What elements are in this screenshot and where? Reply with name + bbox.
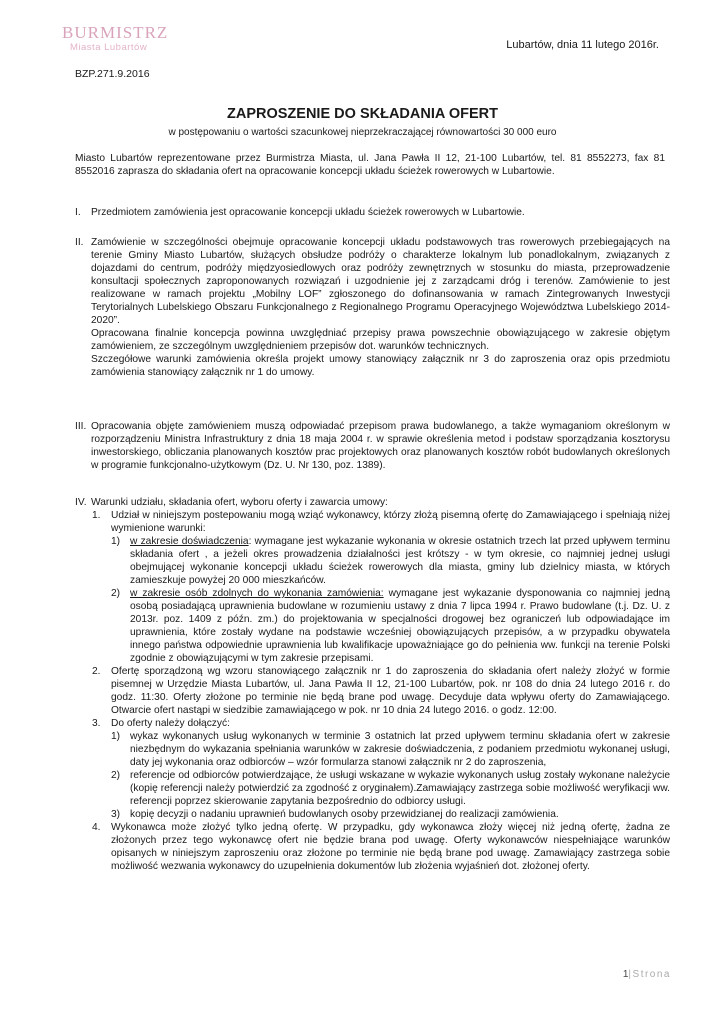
sub-item [111,730,670,769]
underlined-label: w zakresie osób zdolnych do wykonania zamówienia: [130,588,384,599]
underlined-label: w zakresie doświadczenia [130,536,249,547]
list-item-text: Wykonawca może złożyć tylko jedną ofertę. W przypadku, gdy wykonawca złoży więcej niż jedną ofertę, żadna ze złożonych przez tego wykonawcę ofert nie będzie brana pod uwagę. Oferty wykonawców niespełniające warunków opisanych w niniejszym zaproszeniu oraz złożone po terminie nie będą brane pod uwagę. Zamawiający zastrzega sobie możliwość wezwania wykonawcy do uzupełnienia dokumentów lub złożenia wyjaśnień dot. złożonej oferty. [111,822,670,872]
footer-label: Strona [632,969,671,980]
footer-separator: | [628,969,633,980]
sub-item-text: : wymagane jest wykazanie wykonania w okresie ostatnich trzech lat przed upływem terminu składania ofert , a jeżeli okres prowadzenia działalności jest krótszy - w tym okresie, co najmniej jednej usługi obejmującej wykonanie koncepcji układu ścieżek rowerowych dla miasta, gminy lub dzielnicy miasta, w których zamieszkuje powyżej 20 000 mieszkańców. [130,536,670,586]
section-numeral: II. [75,237,84,248]
sub-number: 2) [111,770,121,781]
section-paragraph: Zamówienie w szczególności obejmuje opracowanie koncepcji układu podstawowych tras rowerowych przebiegających na terenie Gminy Miasto Lubartów, służących obsłudze podróży o charakterze lokalnym lub ponadlokalnym, związanych z dojazdami do centrum, podróży międzyosiedlowych oraz podróży zewnętrznych w stosunku do miasta, przeprowadzenie konsultacji społecznych zaproponowanych rozwiązań i uzgodnienie jej z zarządcami dróg i terenów. Zamówienie to jest realizowane w ramach projektu „Mobilny LOF” zgłoszonego do dofinansowania w ramach Zintegrowanych Inwestycji Terytorialnych Lubelskiego Obszaru Funkcjonalnego z Regionalnego Programu Operacyjnego Województwa Lubelskiego 2014-2020”. [91,237,670,326]
sub-item-text: wykaz wykonanych usług wykonanych w terminie 3 ostatnich lat przed upływem terminu składania ofert w zakresie niezbędnym do wykazania spełniania warunków w zakresie doświadczenia, z podaniem przedmiotu wykonanej usługi, daty jej wykonania oraz odbiorców – wzór formularza stanowi załącznik nr 2 do zaproszenia, [130,731,670,768]
sub-item-text: referencje od odbiorców potwierdzające, że usługi wskazane w wykazie wykonanych usług zostały wykonane należycie (kopię referencji należy potwierdzić za zgodność z oryginałem).Zamawiający zastrzega sobie możliwość weryfikacji ww. referencji poprzez skierowanie zapytania bezpośrednio do odbiorcy usługi. [130,770,670,807]
date-line: Lubartów, dnia 11 lutego 2016r. [506,39,659,51]
sub-item [111,808,670,821]
sub-item-text: wymagane jest wykazanie dysponowania co najmniej jedną osobą posiadającą uprawnienia budowlane w rozumieniu ustawy z dnia 7 lipca 1994 r. Prawo budowlane (t.j. Dz. U. z 2013r. poz. 1409 z późn. zm.) do projektowania w specjalności drogowej bez ograniczeń lub odpowiadające im uprawnienia, które zostały wydane na podstawie wcześniej obowiązujących przepisów, a w przypadku obywatela innego państwa odpowiednie uprawnienia lub kwalifikacje upoważniające go do pełnienia ww. funkcji na terenie Polski zgodnie z obowiązującymi w tym zakresie przepisami. [130,588,670,664]
section-paragraph: Opracowana finalnie koncepcja powinna uwzględniać przepisy prawa powszechnie obowiązującego w zakresie objętym zamówieniem, ze szczególnym uwzględnieniem przepisów dot. warunków technicznych. [91,328,670,352]
page-footer [623,968,671,981]
reference-number: BZP.271.9.2016 [75,68,150,80]
sub-number: 3) [111,809,121,820]
document-title: ZAPROSZENIE DO SKŁADANIA OFERT [227,106,498,122]
list-item-text: Ofertę sporządzoną wg wzoru stanowiącego załącznik nr 1 do zaproszenia do składania ofert należy złożyć w formie pisemnej w Urzędzie Miasta Lubartów, ul. Jana Pawła II 12, 21-100 Lubartów, pok. nr 108 do dnia 24 lutego 2016 r. do godz. 11:30. Oferty złożone po terminie nie będą brane pod uwagę. Decyduje data wpływu oferty do Zamawiającego. Otwarcie ofert nastąpi w siedzibie zamawiającego w pok. nr 10 dnia 24 lutego 2016. o godz. 12:00. [111,666,670,716]
section-2 [75,236,670,379]
section-numeral: IV. [75,497,87,508]
section-numeral: III. [75,421,87,432]
section-4 [75,496,670,873]
list-number: 1. [92,510,101,521]
logo-title: BURMISTRZ [62,23,169,42]
list-item-text: Do oferty należy dołączyć: [111,718,230,729]
section-paragraph: Szczegółowe warunki zamówienia określa projekt umowy stanowiący załącznik nr 3 do zaproszenia oraz opis przedmiotu zamówienia stanowiący załącznik nr 1 do umowy. [91,354,670,378]
section-1 [75,206,670,219]
section-heading: Warunki udziału, składania ofert, wyboru oferty i zawarcia umowy: [91,497,388,508]
list-item [92,821,670,873]
section-numeral: I. [75,207,81,218]
section-3 [75,420,670,472]
list-item [92,509,670,665]
section-text: Przedmiotem zamówienia jest opracowanie koncepcji układu ścieżek rowerowych w Lubartowie. [91,207,525,218]
list-item [92,717,670,821]
sub-number: 2) [111,588,121,599]
sub-item [111,769,670,808]
document-subtitle: w postępowaniu o wartości szacunkowej nieprzekraczającej równowartości 30 000 euro [168,127,557,138]
list-number: 4. [92,822,101,833]
list-number: 2. [92,666,101,677]
sub-number: 1) [111,731,121,742]
burmistrz-logo [62,24,182,53]
list-item [92,665,670,717]
sub-item [111,587,670,665]
sub-item [111,535,670,587]
sub-number: 1) [111,536,121,547]
list-item-text: Udział w niniejszym postepowaniu mogą wziąć wykonawcy, którzy złożą pisemną ofertę do Zamawiającego i spełniają niżej wymienione warunki: [111,510,670,534]
list-number: 3. [92,718,101,729]
logo-subtitle: Miasta Lubartów [70,42,148,53]
intro-paragraph: Miasto Lubartów reprezentowane przez Burmistrza Miasta, ul. Jana Pawła II 12, 21-100 Lubartów, tel. 81 8552273, fax 81 8552016 zaprasza do składania ofert na opracowanie koncepcji układu ścieżek rowerowych w Lubartowie. [75,153,665,177]
section-text: Opracowania objęte zamówieniem muszą odpowiadać przepisom prawa budowlanego, a także wymaganiom określonym w rozporządzeniu Ministra Infrastruktury z dnia 18 maja 2004 r. w sprawie określenia metod i podstaw sporządzania kosztorysu inwestorskiego, obliczania planowanych kosztów prac projektowych oraz planowanych kosztów robót budowlanych określonych w programie funkcjonalno-użytkowym (Dz. U. Nr 130, poz. 1389). [91,421,670,471]
page-number: 1 [622,969,629,980]
sub-item-text: kopię decyzji o nadaniu uprawnień budowlanych osoby przewidzianej do realizacji zamówienia. [130,809,559,820]
